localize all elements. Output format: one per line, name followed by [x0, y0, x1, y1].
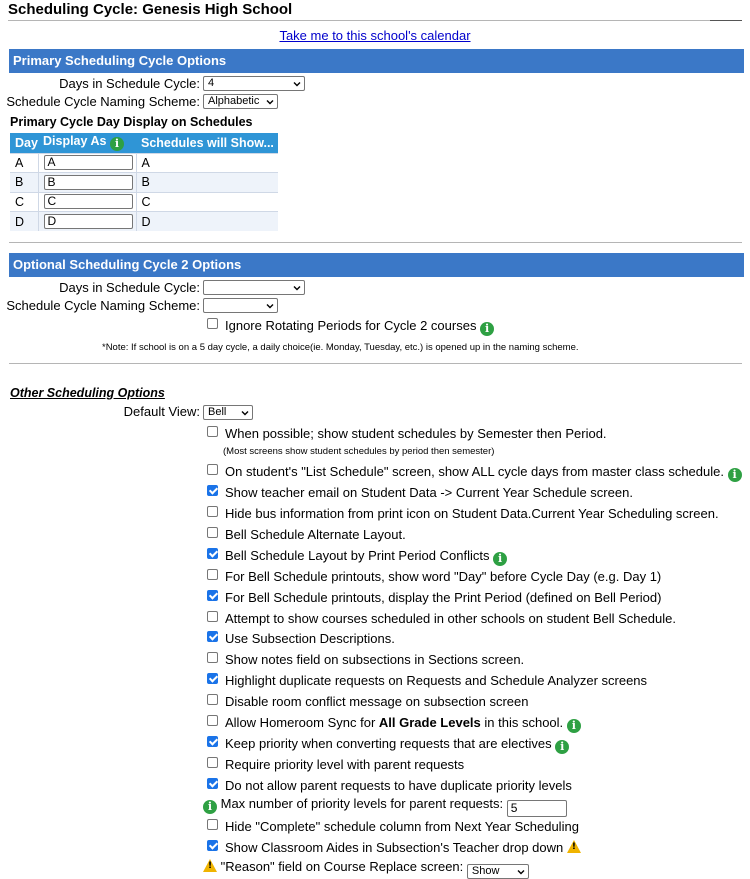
cycle2-note: *Note: If school is on a 5 day cycle, a daily choice(ie. Monday, Tuesday, etc.) is opened up in the naming scheme.	[102, 342, 579, 353]
shows-cell: B	[136, 173, 278, 193]
reason-field-value: Show	[471, 865, 500, 877]
table-row	[10, 192, 278, 212]
other-schools-checkbox[interactable]	[207, 611, 218, 622]
info-icon[interactable]: i	[728, 468, 742, 482]
cycle2-naming-select[interactable]	[203, 298, 278, 313]
day-cell: B	[10, 173, 38, 193]
default-view-label: Default View:	[123, 404, 200, 419]
page-title: Scheduling Cycle: Genesis High School	[8, 1, 293, 18]
print-period-label: For Bell Schedule printouts, display the Print Period (defined on Bell Period)	[225, 590, 662, 605]
cycle2-section-header: Optional Scheduling Cycle 2 Options	[9, 253, 744, 277]
display-cell	[38, 173, 136, 193]
shows-cell: D	[136, 212, 278, 232]
primary-naming-label: Schedule Cycle Naming Scheme:	[6, 94, 200, 109]
subsection-desc-label: Use Subsection Descriptions.	[225, 631, 395, 646]
max-priority-option	[203, 796, 567, 817]
shows-cell: C	[136, 192, 278, 212]
notes-field-checkbox[interactable]	[207, 652, 218, 663]
table-row	[10, 153, 278, 173]
bell-conflicts-label: Bell Schedule Layout by Print Period Conflicts	[225, 548, 490, 563]
display-as-input[interactable]: B	[44, 175, 133, 190]
disable-conflict-checkbox[interactable]	[207, 694, 218, 705]
chevron-down-icon	[266, 302, 274, 310]
table-row	[10, 173, 278, 193]
semester-period-note: (Most screens show student schedules by period then semester)	[223, 446, 495, 457]
hide-bus-label: Hide bus information from print icon on Student Data.Current Year Scheduling screen.	[225, 506, 719, 521]
primary-naming-value: Alphabetic	[208, 95, 260, 107]
hide-bus-checkbox[interactable]	[207, 506, 218, 517]
chevron-down-icon	[293, 284, 301, 292]
keep-priority-option	[225, 736, 569, 754]
homeroom-sync-suffix: in this school.	[480, 715, 564, 730]
display-as-input[interactable]: D	[44, 214, 133, 229]
homeroom-sync-option	[225, 715, 581, 733]
keep-priority-label: Keep priority when converting requests that are electives	[225, 736, 552, 751]
max-priority-input[interactable]: 5	[507, 800, 567, 817]
info-icon[interactable]: i	[480, 322, 494, 336]
display-cell	[38, 212, 136, 232]
other-options-heading: Other Scheduling Options	[10, 386, 165, 400]
ignore-rotating-option	[225, 318, 494, 336]
cycle-day-display-heading: Primary Cycle Day Display on Schedules	[10, 115, 253, 129]
primary-days-value: 4	[208, 77, 215, 89]
word-day-checkbox[interactable]	[207, 569, 218, 580]
cycle-day-table	[10, 133, 278, 231]
table-row	[10, 212, 278, 232]
section-divider	[9, 242, 742, 243]
calendar-link[interactable]: Take me to this school's calendar	[279, 28, 471, 43]
highlight-dup-label: Highlight duplicate requests on Requests and Schedule Analyzer screens	[225, 673, 648, 688]
list-schedule-label: On student's "List Schedule" screen, show ALL cycle days from master class schedule.	[225, 464, 724, 479]
cycle2-days-label: Days in Schedule Cycle:	[59, 280, 200, 295]
bell-alt-layout-checkbox[interactable]	[207, 527, 218, 538]
hide-complete-label: Hide "Complete" schedule column from Next Year Scheduling	[225, 819, 579, 834]
highlight-dup-checkbox[interactable]	[207, 673, 218, 684]
chevron-down-icon	[293, 80, 301, 88]
info-icon[interactable]: i	[110, 137, 124, 151]
keep-priority-checkbox[interactable]	[207, 736, 218, 747]
teacher-email-checkbox[interactable]	[207, 485, 218, 496]
cycle2-days-select[interactable]	[203, 280, 305, 295]
primary-naming-select[interactable]	[203, 94, 278, 109]
require-priority-label: Require priority level with parent requests	[225, 757, 465, 772]
print-period-checkbox[interactable]	[207, 590, 218, 601]
column-header-day: Day	[10, 133, 38, 153]
no-dup-priority-label: Do not allow parent requests to have duplicate priority levels	[225, 778, 572, 793]
cycle2-naming-label: Schedule Cycle Naming Scheme:	[6, 298, 200, 313]
list-schedule-option	[225, 464, 742, 482]
title-divider-accent	[710, 20, 742, 21]
primary-section-header: Primary Scheduling Cycle Options	[9, 49, 744, 73]
default-view-value: Bell	[208, 406, 227, 418]
semester-period-label: When possible; show student schedules by Semester then Period.	[225, 426, 607, 441]
primary-days-select[interactable]	[203, 76, 305, 91]
bell-conflicts-checkbox[interactable]	[207, 548, 218, 559]
bell-alt-layout-label: Bell Schedule Alternate Layout.	[225, 527, 406, 542]
disable-conflict-label: Disable room conflict message on subsection screen	[225, 694, 529, 709]
default-view-select[interactable]	[203, 405, 253, 420]
teacher-email-label: Show teacher email on Student Data -> Current Year Schedule screen.	[225, 485, 633, 500]
list-schedule-checkbox[interactable]	[207, 464, 218, 475]
semester-period-checkbox[interactable]	[207, 426, 218, 437]
chevron-down-icon	[241, 409, 249, 417]
max-priority-label: Max number of priority levels for parent requests:	[220, 796, 504, 811]
classroom-aides-label: Show Classroom Aides in Subsection's Teacher drop down	[225, 840, 564, 855]
display-cell	[38, 153, 136, 173]
hide-complete-checkbox[interactable]	[207, 819, 218, 830]
other-schools-label: Attempt to show courses scheduled in other schools on student Bell Schedule.	[225, 611, 676, 626]
no-dup-priority-checkbox[interactable]	[207, 778, 218, 789]
homeroom-sync-checkbox[interactable]	[207, 715, 218, 726]
homeroom-sync-label: Allow Homeroom Sync for	[225, 715, 379, 730]
shows-cell: A	[136, 153, 278, 173]
reason-field-label: "Reason" field on Course Replace screen:	[220, 859, 464, 874]
day-cell: D	[10, 212, 38, 232]
subsection-desc-checkbox[interactable]	[207, 631, 218, 642]
info-icon[interactable]: i	[555, 740, 569, 754]
day-cell: C	[10, 192, 38, 212]
reason-field-option	[203, 859, 529, 879]
require-priority-checkbox[interactable]	[207, 757, 218, 768]
ignore-rotating-label: Ignore Rotating Periods for Cycle 2 courses	[225, 318, 477, 333]
chevron-down-icon	[266, 98, 274, 106]
section-divider	[9, 363, 742, 364]
day-cell: A	[10, 153, 38, 173]
display-as-input[interactable]: C	[44, 194, 133, 209]
warning-icon[interactable]	[567, 840, 581, 853]
display-cell	[38, 192, 136, 212]
notes-field-label: Show notes field on subsections in Sections screen.	[225, 652, 525, 667]
warning-icon[interactable]	[203, 859, 217, 872]
chevron-down-icon	[517, 868, 525, 876]
homeroom-sync-emphasis: All Grade Levels	[378, 715, 481, 730]
primary-days-label: Days in Schedule Cycle:	[59, 76, 200, 91]
column-header-schedules-show: Schedules will Show...	[136, 133, 278, 153]
display-as-input[interactable]: A	[44, 155, 133, 170]
classroom-aides-checkbox[interactable]	[207, 840, 218, 851]
word-day-label: For Bell Schedule printouts, show word "Day" before Cycle Day (e.g. Day 1)	[225, 569, 662, 584]
ignore-rotating-checkbox[interactable]	[207, 318, 218, 329]
info-icon[interactable]: i	[493, 552, 507, 566]
info-icon[interactable]: i	[567, 719, 581, 733]
info-icon[interactable]: i	[203, 800, 217, 814]
column-header-display-as: Display As i	[38, 133, 136, 153]
classroom-aides-option	[225, 840, 581, 855]
bell-conflicts-option	[225, 548, 507, 566]
title-divider	[8, 20, 742, 21]
